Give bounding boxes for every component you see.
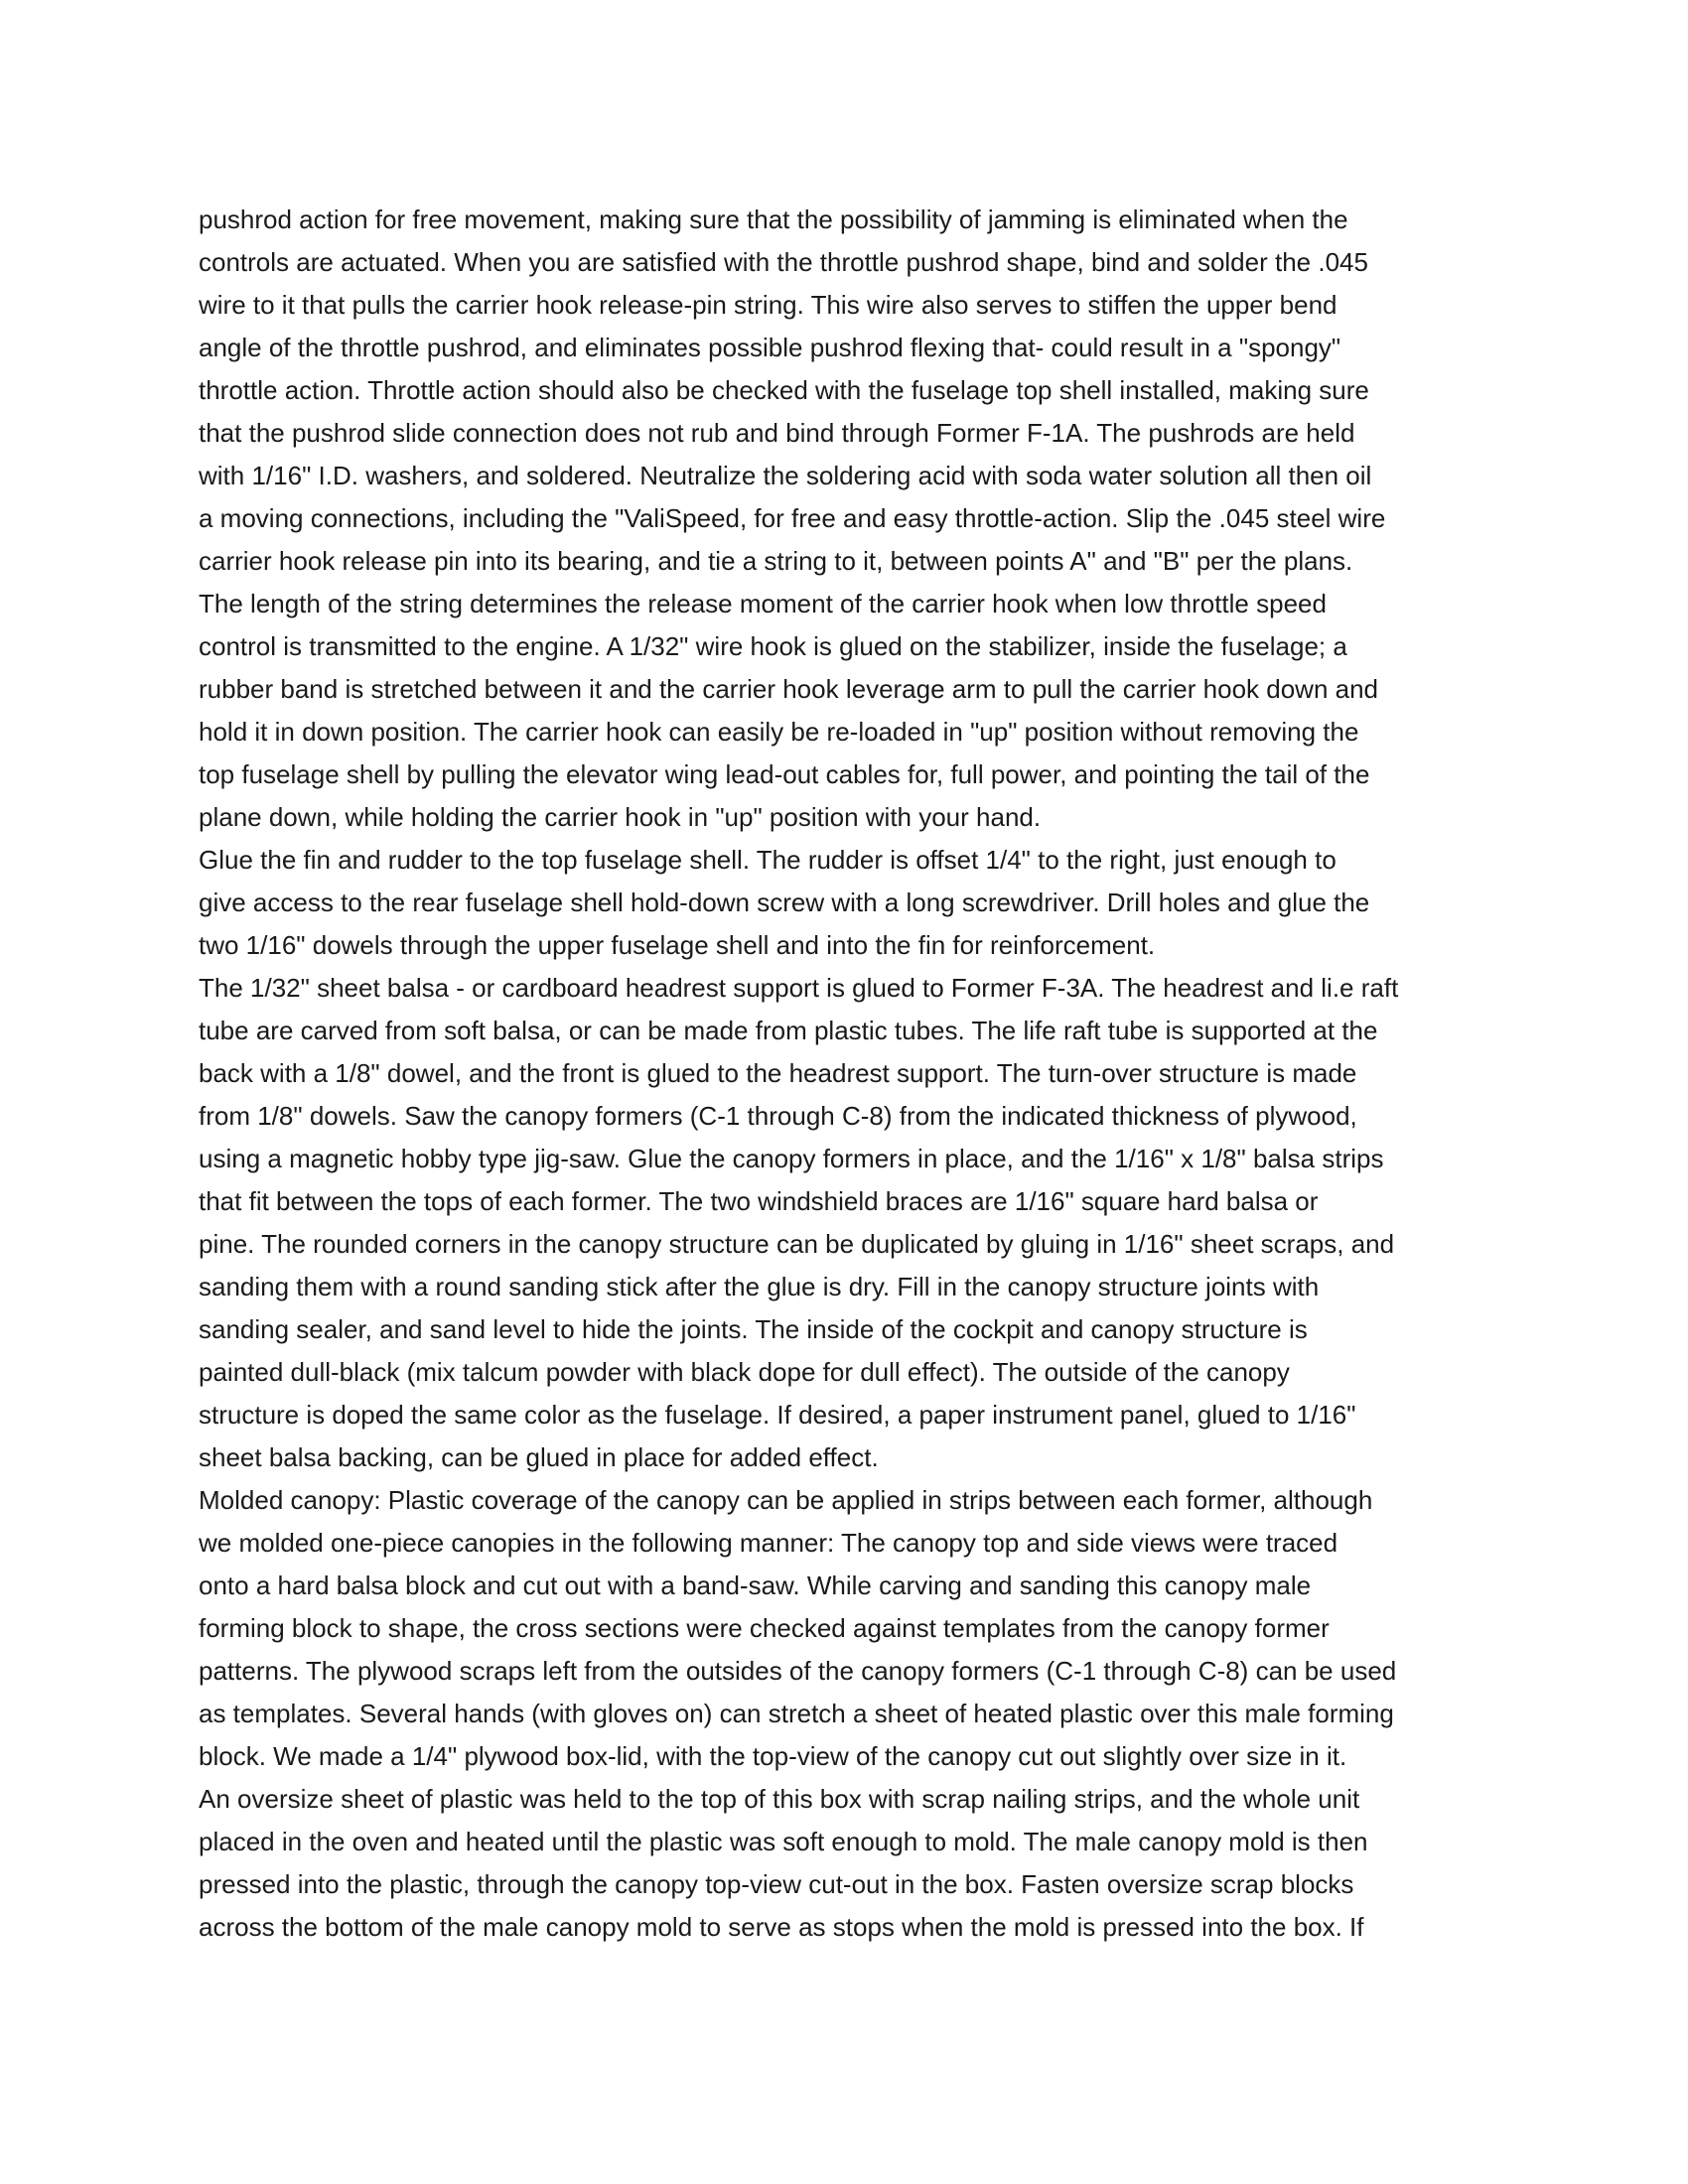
text-line: Glue the fin and rudder to the top fuselage shell. The rudder is offset 1/4" to the right, just enough to: [199, 845, 1336, 875]
text-line: carrier hook release pin into its bearing, and tie a string to it, between points A" and "B" per the plans.: [199, 546, 1353, 576]
text-line: that the pushrod slide connection does not rub and bind through Former F-1A. The pushrods are held: [199, 418, 1355, 448]
text-line: hold it in down position. The carrier hook can easily be re-loaded in "up" position without removing the: [199, 717, 1359, 747]
text-line: a moving connections, including the "ValiSpeed, for free and easy throttle-action. Slip the .045 steel wire: [199, 503, 1386, 533]
text-line: structure is doped the same color as the fuselage. If desired, a paper instrument panel, glued to 1/16": [199, 1400, 1356, 1430]
text-line: pine. The rounded corners in the canopy structure can be duplicated by gluing in 1/16" sheet scraps, and: [199, 1229, 1395, 1259]
text-line: give access to the rear fuselage shell hold-down screw with a long screwdriver. Drill holes and glue the: [199, 887, 1370, 917]
text-line: The length of the string determines the release moment of the carrier hook when low throttle speed: [199, 589, 1327, 618]
text-line: as templates. Several hands (with gloves on) can stretch a sheet of heated plastic over this male forming: [199, 1699, 1394, 1728]
body-text: [199, 199, 1509, 1949]
text-line: An oversize sheet of plastic was held to the top of this box with scrap nailing strips, and the whole unit: [199, 1784, 1360, 1814]
text-line: throttle action. Throttle action should also be checked with the fuselage top shell installed, making sure: [199, 375, 1369, 405]
text-line: controls are actuated. When you are satisfied with the throttle pushrod shape, bind and solder the .045: [199, 247, 1368, 277]
text-line: sanding sealer, and sand level to hide the joints. The inside of the cockpit and canopy structure is: [199, 1314, 1308, 1344]
text-line: from 1/8" dowels. Saw the canopy formers (C-1 through C-8) from the indicated thickness of plywood,: [199, 1101, 1357, 1131]
text-line: onto a hard balsa block and cut out with a band-saw. While carving and sanding this canopy male: [199, 1570, 1312, 1600]
text-line: control is transmitted to the engine. A 1/32" wire hook is glued on the stabilizer, inside the fuselage; a: [199, 631, 1347, 661]
text-line: we molded one-piece canopies in the following manner: The canopy top and side views were traced: [199, 1528, 1338, 1558]
text-line: angle of the throttle pushrod, and eliminates possible pushrod flexing that- could result in a "spongy": [199, 333, 1341, 362]
text-line: patterns. The plywood scraps left from the outsides of the canopy formers (C-1 through C-8) can be used: [199, 1656, 1397, 1686]
text-line: plane down, while holding the carrier hook in "up" position with your hand.: [199, 802, 1042, 832]
text-line: sheet balsa backing, can be glued in place for added effect.: [199, 1442, 879, 1472]
text-line: using a magnetic hobby type jig-saw. Glue the canopy formers in place, and the 1/16" x 1/8" balsa strips: [199, 1144, 1384, 1173]
text-line: two 1/16" dowels through the upper fuselage shell and into the fin for reinforcement.: [199, 930, 1156, 960]
text-line: back with a 1/8" dowel, and the front is glued to the headrest support. The turn-over structure is made: [199, 1058, 1357, 1088]
text-line: block. We made a 1/4" plywood box-lid, with the top-view of the canopy cut out slightly over size in it.: [199, 1741, 1347, 1771]
text-line: top fuselage shell by pulling the elevator wing lead-out cables for, full power, and pointing the tail of the: [199, 759, 1370, 789]
text-line: placed in the oven and heated until the plastic was soft enough to mold. The male canopy mold is then: [199, 1827, 1368, 1856]
text-line: pressed into the plastic, through the canopy top-view cut-out in the box. Fasten oversize scrap blocks: [199, 1869, 1354, 1899]
text-line: that fit between the tops of each former. The two windshield braces are 1/16" square hard balsa or: [199, 1186, 1319, 1216]
text-line: sanding them with a round sanding stick after the glue is dry. Fill in the canopy structure joints with: [199, 1272, 1320, 1301]
text-line: forming block to shape, the cross sections were checked against templates from the canopy former: [199, 1613, 1330, 1643]
text-line: painted dull-black (mix talcum powder with black dope for dull effect). The outside of the canopy: [199, 1357, 1290, 1387]
text-line: wire to it that pulls the carrier hook release-pin string. This wire also serves to stiffen the upper bend: [199, 290, 1337, 320]
text-line: The 1/32" sheet balsa - or cardboard headrest support is glued to Former F-3A. The headrest and li.e raft: [199, 973, 1399, 1003]
text-line: with 1/16" I.D. washers, and soldered. Neutralize the soldering acid with soda water solution all then oil: [199, 461, 1372, 490]
text-line: rubber band is stretched between it and the carrier hook leverage arm to pull the carrier hook down and: [199, 674, 1379, 704]
text-line: across the bottom of the male canopy mold to serve as stops when the mold is pressed into the box. If: [199, 1912, 1364, 1942]
text-line: pushrod action for free movement, making sure that the possibility of jamming is eliminated when the: [199, 205, 1348, 234]
text-line: Molded canopy: Plastic coverage of the canopy can be applied in strips between each former, although: [199, 1485, 1373, 1515]
text-line: tube are carved from soft balsa, or can be made from plastic tubes. The life raft tube is supported at the: [199, 1016, 1378, 1045]
